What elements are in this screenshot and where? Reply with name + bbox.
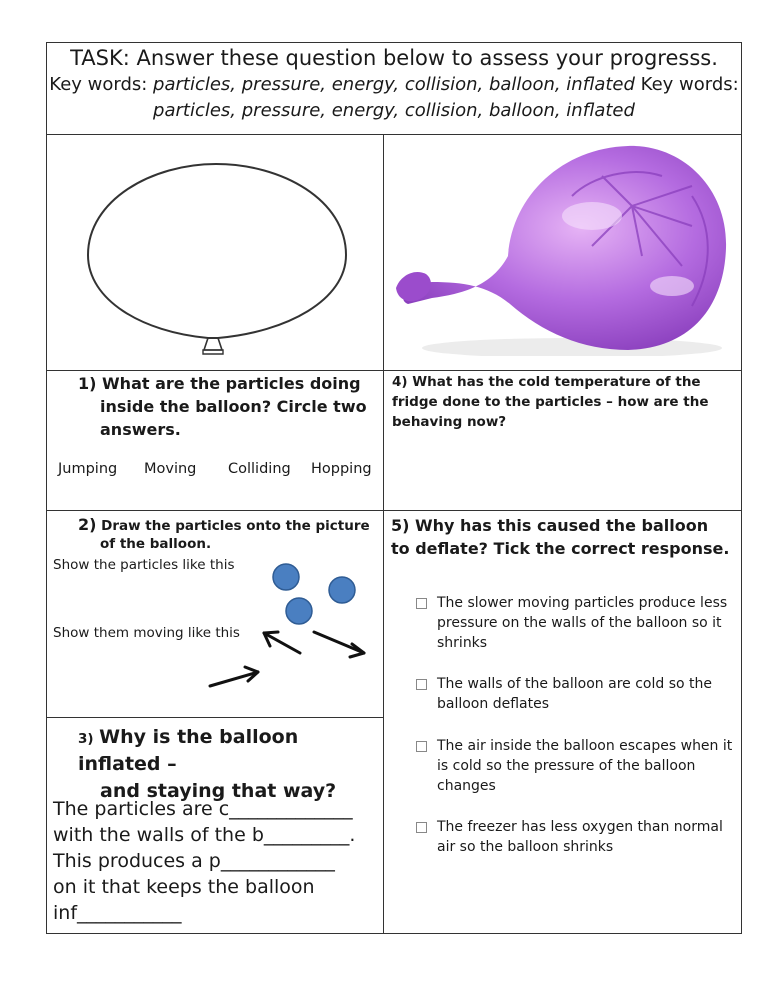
question-2: 2) Draw the particles onto the picture of the balloon. <box>78 515 370 552</box>
q3-fill-in-text <box>53 796 383 926</box>
key-words: Key words: particles, pressure, energy, collision, balloon, inflated Key words: particles, pressure, energy, collision, balloon, inflated <box>49 74 739 121</box>
question-5: 5) Why has this caused the balloon to deflate? Tick the correct response. <box>391 516 730 558</box>
motion-arrow-icon <box>264 632 300 653</box>
show-particles-label: Show the particles like this <box>53 557 235 573</box>
tick-box[interactable] <box>416 679 427 690</box>
fill-in-line[interactable]: inf___________ <box>53 902 182 924</box>
row-divider <box>46 134 742 135</box>
deflated-balloon-photo <box>392 136 738 356</box>
question-4: 4) What has the cold temperature of the fridge done to the particles – how are the behaving now? <box>392 374 709 430</box>
tick-option[interactable]: The walls of the balloon are cold so the balloon deflates <box>416 674 736 714</box>
task-header <box>47 44 741 124</box>
fill-in-line: on it that keeps the balloon <box>53 876 315 898</box>
answer-option[interactable]: Jumping <box>58 461 118 477</box>
row-divider <box>46 370 742 371</box>
answer-option[interactable]: Moving <box>144 461 197 477</box>
row-divider <box>46 717 384 718</box>
tick-option[interactable]: The air inside the balloon escapes when it is cold so the pressure of the balloon changes <box>416 736 736 796</box>
answer-option[interactable]: Hopping <box>311 461 372 477</box>
fill-in-line[interactable]: The particles are c_____________ <box>53 798 353 820</box>
question-3: 3) Why is the balloon inflated – and staying that way? <box>78 726 337 802</box>
particle-circle <box>329 577 355 603</box>
motion-arrow-icon <box>210 667 258 686</box>
question-number: 3) <box>78 731 94 747</box>
tick-box[interactable] <box>416 741 427 752</box>
tick-option[interactable]: The freezer has less oxygen than normal air so the balloon shrinks <box>416 817 736 857</box>
balloon-outline-image <box>82 160 354 360</box>
motion-arrow-icon <box>314 632 364 657</box>
tick-box[interactable] <box>416 598 427 609</box>
fill-in-line[interactable]: with the walls of the b_________. <box>53 824 356 846</box>
show-moving-label: Show them moving like this <box>53 625 240 641</box>
tick-box[interactable] <box>416 822 427 833</box>
particle-circle <box>273 564 299 590</box>
fill-in-line[interactable]: This produces a p____________ <box>53 850 335 872</box>
column-divider <box>383 134 384 934</box>
particle-examples <box>200 560 380 692</box>
task-title: TASK: Answer these question below to assess your progresss. <box>70 46 718 70</box>
question-number: 1) <box>78 374 97 393</box>
row-divider <box>46 510 742 511</box>
question-number: 2) <box>78 515 97 534</box>
tick-option[interactable]: The slower moving particles produce less pressure on the walls of the balloon so it shrinks <box>416 593 736 653</box>
question-1: 1) What are the particles doing inside the balloon? Circle two answers. <box>78 374 367 439</box>
answer-option[interactable]: Colliding <box>228 461 291 477</box>
particle-circle <box>286 598 312 624</box>
